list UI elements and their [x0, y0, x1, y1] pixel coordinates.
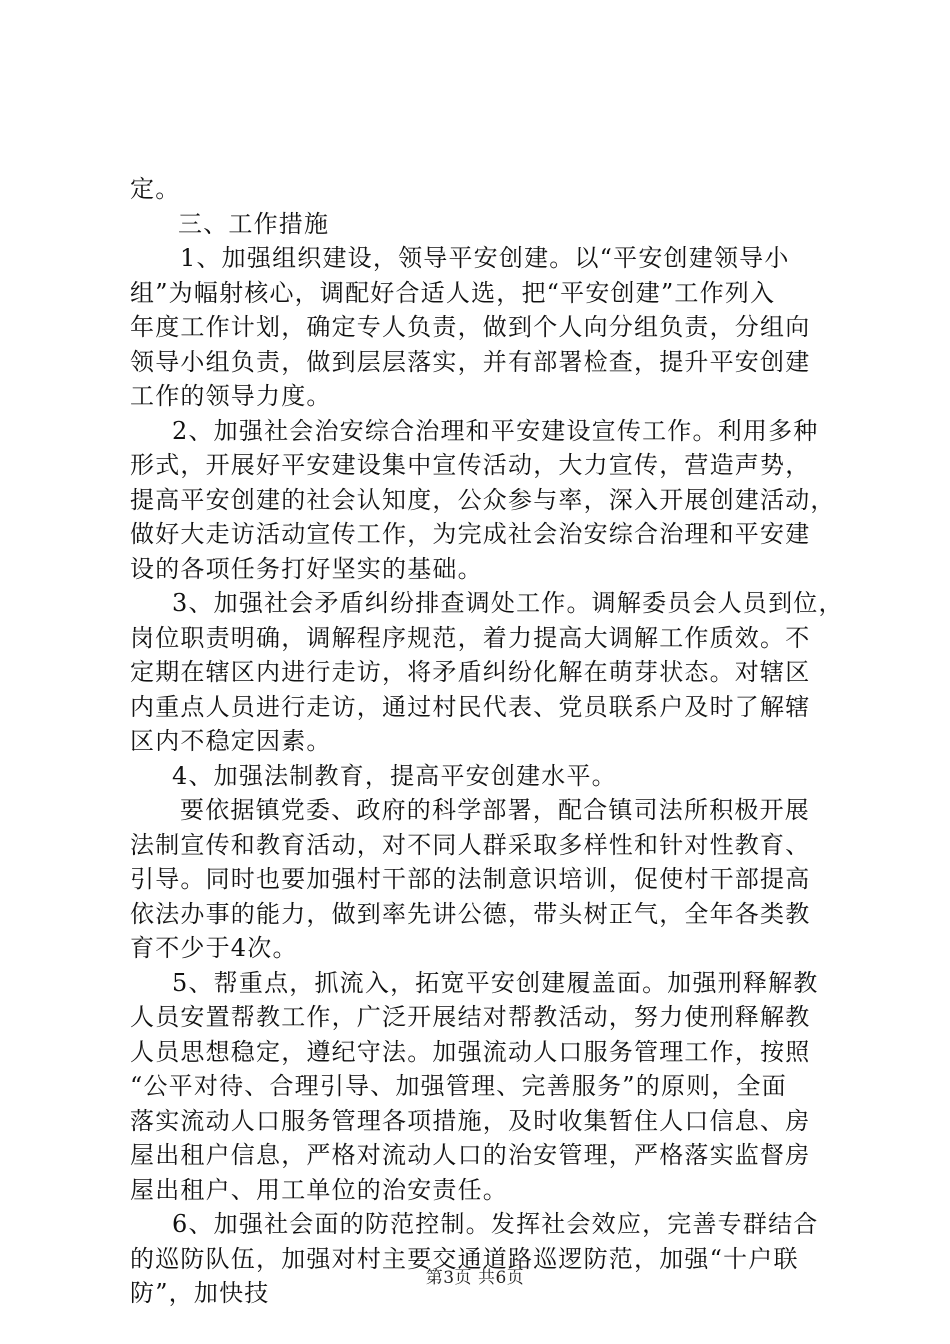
text-line: 育不少于4次。: [130, 934, 298, 962]
text-line: 引导。同时也要加强村干部的法制意识培训，促使村干部提高: [130, 865, 811, 893]
text-line: 区内不稳定因素。: [130, 727, 332, 755]
text-line: 防”，加快技: [130, 1279, 270, 1307]
page-footer: 第3页 共6页: [425, 1268, 525, 1288]
text-line: 6、加强社会面的防范控制。发挥社会效应，完善专群结合: [172, 1210, 819, 1238]
text-line: 人员安置帮教工作，广泛开展结对帮教活动，努力使刑释解教: [130, 1003, 811, 1031]
text-line: 工作的领导力度。: [130, 382, 332, 410]
text-line: 2、加强社会治安综合治理和平安建设宣传工作。利用多种: [172, 416, 819, 445]
text-line: 内重点人员进行走访，通过村民代表、党员联系户及时了解辖: [130, 692, 811, 721]
text-line: 定期在辖区内进行走访，将矛盾纠纷化解在萌芽状态。对辖区: [130, 658, 811, 686]
text-line: 要依据镇党委、政府的科学部署，配合镇司法所积极开展: [180, 796, 810, 824]
text-line: 形式，开展好平安建设集中宣传活动，大力宣传，营造声势，: [130, 451, 811, 479]
text-line: 做好大走访活动宣传工作，为完成社会治安综合治理和平安建: [130, 520, 811, 548]
text-line: “公平对待、合理引导、加强管理、完善服务”的原则，全面: [130, 1072, 787, 1100]
document-body: [130, 172, 844, 1311]
text-line: 人员思想稳定，遵纪守法。加强流动人口服务管理工作，按照: [130, 1037, 811, 1066]
text-line: 5、帮重点，抓流入，拓宽平安创建履盖面。加强刑释解教: [172, 968, 819, 997]
text-line: 领导小组负责，做到层层落实，并有部署检查，提升平安创建: [130, 347, 811, 376]
text-line: 三、工作措施: [178, 209, 330, 238]
text-line: 定。: [130, 175, 181, 203]
text-line: 法制宣传和教育活动，对不同人群采取多样性和针对性教育、: [130, 830, 811, 859]
text-line: 依法办事的能力，做到率先讲公德，带头树正气，全年各类教: [130, 899, 811, 928]
text-line: 3、加强社会矛盾纠纷排查调处工作。调解委员会人员到位，: [172, 589, 844, 617]
text-line: 的巡防队伍，加强对村主要交通道路巡逻防范，加强“十户联: [130, 1244, 799, 1273]
text-line: 4、加强法制教育，提高平安创建水平。: [172, 761, 617, 790]
text-line: 年度工作计划，确定专人负责，做到个人向分组负责，分组向: [130, 313, 811, 341]
text-line: 岗位职责明确，调解程序规范，着力提高大调解工作质效。不: [130, 623, 811, 652]
text-line: 屋出租户、用工单位的治安责任。: [130, 1175, 508, 1204]
text-line: 组”为幅射核心，调配好合适人选，把“平安创建”工作列入: [130, 278, 776, 307]
text-line: 落实流动人口服务管理各项措施，及时收集暂住人口信息、房: [130, 1106, 811, 1135]
text-line: 1、加强组织建设，领导平安创建。以“平安创建领导小: [180, 244, 790, 272]
text-line: 提高平安创建的社会认知度，公众参与率，深入开展创建活动，: [130, 485, 836, 514]
text-line: 设的各项任务打好坚实的基础。: [130, 554, 483, 583]
text-line: 屋出租户信息，严格对流动人口的治安管理，严格落实监督房: [130, 1141, 811, 1169]
